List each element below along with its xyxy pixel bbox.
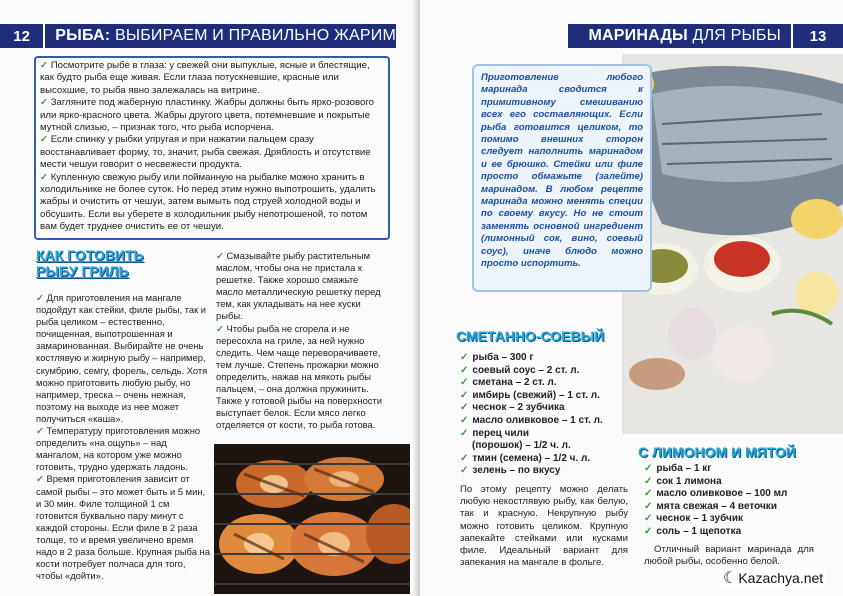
check-icon: ✓ xyxy=(644,513,653,525)
check-icon: ✓ xyxy=(460,427,469,439)
marinade-intro-box xyxy=(472,64,652,292)
check-icon: ✓ xyxy=(40,97,49,109)
check-icon: ✓ xyxy=(460,377,469,389)
check-icon: ✓ xyxy=(644,463,653,474)
check-icon: ✓ xyxy=(460,402,469,414)
grill-paragraph: ✓ Чтобы рыба не сгорела и не пересохла на гриле, за ней нужно следить. Чем чаще переворачиваете, тем лучше. Степень прожарки можно определить, нажав на мякоть рыбы пальцем, – она должна пружинить. Также у готовой рыбы на поверхности выступает белок. Если мясо легко отделяется от кости, то рыба готова. xyxy=(216,322,383,431)
grill-heading-line2: РЫБУ ГРИЛЬ xyxy=(36,263,129,279)
ingredient-item: ✓ соевый соус – 2 ст. л. xyxy=(460,364,580,376)
ingredient-item: ✓ масло оливковое – 100 мл xyxy=(644,488,788,500)
page-title-rest: ДЛЯ РЫБЫ xyxy=(687,27,781,44)
grill-paragraph: ✓ Для приготовления на мангале подойдут как стейки, филе рыбы, так и рыба целиком – естественно, почищенная, выпотрошенная и замаринованная. Выбирайте не очень костлявую и жирную рыбу – например, скумбрию, семгу, форель, сельдь. Хотя можно приготовить любую рыбу, но например, треска – очень нежная, поэтому на выходе из нее может получиться «каша». xyxy=(36,292,208,424)
check-icon: ✓ xyxy=(644,475,653,487)
check-icon: ✓ xyxy=(460,352,469,363)
check-icon: ✓ xyxy=(460,452,469,464)
right-page xyxy=(420,0,843,596)
ingredient-item: ✓ сок 1 лимона xyxy=(644,475,722,487)
check-icon: ✓ xyxy=(644,525,653,537)
ingredient-item: ✓ соль – 1 щепотка xyxy=(644,525,742,537)
ingredient-item: ✓ рыба – 300 г xyxy=(460,352,534,363)
grill-paragraph: ✓ Смазывайте рыбу растительным маслом, чтобы она не пристала к решетке. Также хорошо смажьте масло металлическую решетку перед тем, как укладывать на нее куски рыбы. xyxy=(216,250,381,322)
check-icon: ✓ xyxy=(40,171,49,183)
page-number: 12 xyxy=(13,27,30,45)
check-icon: ✓ xyxy=(216,322,224,334)
grill-column-1 xyxy=(36,292,210,582)
page-number-box xyxy=(0,24,45,48)
ingredient-item: ✓ рыба – 1 кг xyxy=(644,463,712,474)
grill-column-2 xyxy=(216,250,386,431)
left-page xyxy=(0,0,418,596)
tip-paragraph: ✓ Загляните под жаберную пластинку. Жабры должны быть ярко-розового или ярко-красного цвета. Жабры другого цвета, потемневшие и покрытые мутной слизью, – признак того, что рыба испорчена. xyxy=(40,97,374,134)
marinade-intro-text: Приготовление любого маринада сводится к примитивному смешиванию всех его составляющих. Если рыба готовится целиком, то помимо внешних сторон следует наполнить маринадом и ее брюшко. Стейки или филе просто обмажьте (залейте) маринадом. В любом рецепте маринада можно менять специи по своему вкусу. Но не стоит заменять основной ингредиент (лимонный сок, вино, соевый соус), иначе блюдо можно просто испортить. xyxy=(481,72,643,270)
recipe-1-title: СМЕТАННО-СОЕВЫЙ xyxy=(456,328,605,344)
check-icon: ✓ xyxy=(460,465,469,477)
page-number: 13 xyxy=(809,27,827,45)
freshness-tips-box xyxy=(34,56,390,240)
ingredient-item: ✓ зелень – по вкусу xyxy=(460,465,561,477)
page-title xyxy=(568,27,791,45)
ingredient-item: ✓ имбирь (свежий) – 1 ст. л. xyxy=(460,389,600,401)
page-number-box xyxy=(791,24,843,48)
ingredient-item: ✓ сметана – 2 ст. л. xyxy=(460,377,557,389)
grilled-fish-illustration xyxy=(214,444,410,594)
check-icon: ✓ xyxy=(644,500,653,512)
ingredient-item: ✓ чеснок – 2 зубчика xyxy=(460,402,565,414)
ingredient-item: ✓ масло оливковое – 1 ст. л. xyxy=(460,414,603,426)
grill-heading xyxy=(36,247,176,279)
page-title-bold: РЫБА: xyxy=(55,27,111,44)
grill-paragraph: ✓ Время приготовления зависит от самой рыбы – это может быть и 5 мин, и 30 мин. Филе толщиной 1 см готовится буквально пару минут с каждой стороны. Если филе в 2 раза толще, то и время увеличено время надо в 2 раза больше. Крупная рыба на кости потребует полчаса для того, чтобы «дойти». xyxy=(36,473,210,582)
ingredient-item: (порошок) – 1/2 ч. л. xyxy=(472,440,571,452)
grill-heading-line1: КАК ГОТОВИТЬ xyxy=(36,247,144,263)
check-icon: ✓ xyxy=(40,60,49,71)
recipe-1-ingredients xyxy=(460,352,603,478)
ingredient-item: ✓ мята свежая – 4 веточки xyxy=(644,500,777,512)
check-icon: ✓ xyxy=(40,134,49,146)
left-page-header xyxy=(0,24,396,48)
ingredient-item: ✓ чеснок – 1 зубчик xyxy=(644,513,743,525)
tip-paragraph: ✓ Если спинку у рыбки упругая и при нажатии пальцем сразу восстанавливает форму, то, значит, рыба свежая. Дряблость и отсутствие мести чешуи говорит о несвежести продукта. xyxy=(40,134,371,171)
fish-spices-photo xyxy=(622,54,843,434)
tip-paragraph: ✓ Купленную свежую рыбу или пойманную на рыбалке можно хранить в холодильнике не более суток. Но перед этим нужно выпотрошить, удалить жабры и очистить от чешуи, затем вымыть под струей холодной воды и обсушить. Если вы уберете в холодильник рыбу непотрошеной, то потом вам будет труднее очистить ее от чешуи. xyxy=(40,171,376,233)
ingredient-item: ✓ тмин (семена) – 1/2 ч. л. xyxy=(460,452,591,464)
tip-paragraph: ✓ Посмотрите рыбе в глаза: у свежей они выпуклые, ясные и блестящие, как будто рыба еще живая. Если глаза потускневшие, красные или высохшие, то рыба явно залежалась на витрине. xyxy=(40,60,370,96)
watermark-icon: ☾ xyxy=(723,570,738,587)
recipe-1-note: По этому рецепту можно делать любую некостлявую рыбу, как белую, так и красную. Некрупную рыбу можно готовить целиком. Крупную запекайте стейками или кусками филе. Идеальный вариант для запекания на мангале в фольге. xyxy=(460,484,628,569)
check-icon: ✓ xyxy=(460,389,469,401)
recipe-2-note: Отличный вариант маринада для любой рыбы, особенно белой. xyxy=(644,544,814,568)
grilled-fish-photo xyxy=(214,444,410,594)
check-icon: ✓ xyxy=(36,473,44,485)
check-icon: ✓ xyxy=(460,414,469,426)
page-title-bold: МАРИНАДЫ xyxy=(588,27,688,44)
page-title-rest: ВЫБИРАЕМ И ПРАВИЛЬНО ЖАРИМ xyxy=(110,27,396,44)
check-icon: ✓ xyxy=(36,425,44,437)
check-icon: ✓ xyxy=(460,364,469,376)
watermark xyxy=(720,568,826,588)
watermark-text: Kazachya.net xyxy=(738,570,824,586)
grill-paragraph: ✓ Температуру приготовления можно определить «на ощупь» – над мангалом, на котором уже можно готовить, трудно удержать ладонь. xyxy=(36,425,201,473)
recipe-2-title: С ЛИМОНОМ И МЯТОЙ xyxy=(638,444,796,460)
right-page-header xyxy=(568,24,843,48)
recipe-2-ingredients xyxy=(644,463,787,539)
fish-spices-illustration xyxy=(622,54,843,434)
ingredient-item: ✓ перец чили xyxy=(460,427,530,439)
check-icon: ✓ xyxy=(36,292,44,303)
page-title xyxy=(45,27,396,45)
check-icon: ✓ xyxy=(644,488,653,500)
freshness-tips xyxy=(40,60,384,234)
check-icon: ✓ xyxy=(216,250,224,261)
